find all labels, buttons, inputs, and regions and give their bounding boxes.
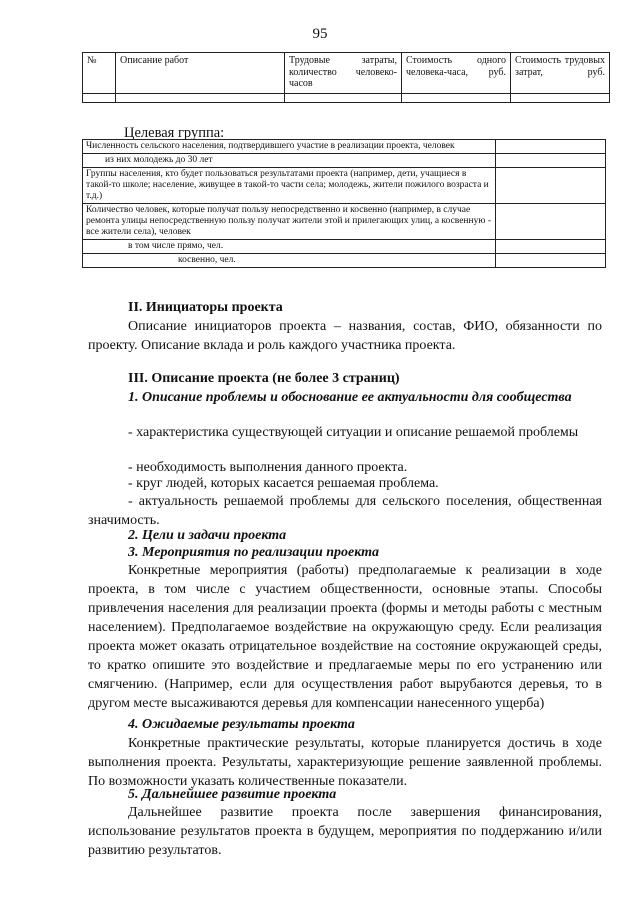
header-number: №	[83, 53, 116, 94]
header-work-description: Описание работ	[116, 53, 285, 94]
bullet-item: - актуальность решаемой проблемы для сельского поселения, общественная значимость.	[88, 494, 602, 528]
target-group-title: Целевая группа:	[124, 125, 225, 141]
subsection1-heading: 1. Описание проблемы и обоснование ее актуальности для сообщества	[128, 390, 572, 405]
subsection3-heading: 3. Мероприятия по реализации проекта	[128, 545, 380, 560]
target-row-label: Количество человек, которые получат пользу непосредственно и косвенно (например, в случае ремонта улицы непосредственную пользу получат жители этой и прилегающих улиц, а косвенную - все жители села), человек	[83, 204, 496, 240]
cost-table	[82, 52, 610, 103]
section3-heading: III. Описание проекта (не более 3 страниц)	[128, 371, 400, 386]
subsection4-heading: 4. Ожидаемые результаты проекта	[128, 717, 355, 732]
header-labor-hours: Трудовые затраты, количество человеко-часов	[285, 53, 402, 94]
table-row	[83, 154, 606, 168]
page-number: 95	[312, 26, 328, 42]
subsection5-heading: 5. Дальнейшее развитие проекта	[128, 787, 337, 802]
bullet-item: - круг людей, которых касается решаемая проблема.	[128, 476, 439, 491]
target-row-label: Группы населения, кто будет пользоваться результатами проекта (например, дети, учащиеся в такой-то школе; население, живущее в такой-то части села; молодежь, жители пожилого возраста и т.д.)	[83, 168, 496, 204]
target-row-label: косвенно, чел.	[83, 254, 496, 268]
table-row	[83, 240, 606, 254]
table-row	[83, 204, 606, 240]
subsection4-text: Конкретные практические результаты, которые планируется достичь в ходе выполнения проекта. Результаты, характеризующие решение заявленной проблемы. По возможности указать количественные показатели.	[88, 736, 602, 789]
header-hour-cost: Стоимость одного человека-часа, руб.	[402, 53, 511, 94]
table-row	[83, 140, 606, 154]
bullet-item: - необходимость выполнения данного проекта.	[128, 460, 408, 475]
cost-table-header-row	[83, 53, 610, 94]
header-labor-cost: Стоимость трудовых затрат, руб.	[511, 53, 610, 94]
target-row-label: из них молодежь до 30 лет	[83, 154, 496, 168]
bullet-item: - характеристика существующей ситуации и описание решаемой проблемы	[128, 425, 579, 440]
section2-text: Описание инициаторов проекта – названия, состав, ФИО, обязанности по проекту. Описание вклада и роль каждого участника проекта.	[88, 319, 602, 353]
subsection2-heading: 2. Цели и задачи проекта	[128, 528, 287, 543]
target-group-table	[82, 139, 606, 268]
target-row-label: Численность сельского населения, подтвердившего участие в реализации проекта, человек	[83, 140, 496, 154]
table-row	[83, 254, 606, 268]
section2-heading: II. Инициаторы проекта	[128, 300, 283, 315]
target-row-label: в том числе прямо, чел.	[83, 240, 496, 254]
subsection5-text: Дальнейшее развитие проекта после завершения финансирования, использование результатов проекта в будущем, мероприятия по поддержанию и/или развитию результатов.	[88, 805, 602, 858]
subsection3-text: Конкретные мероприятия (работы) предполагаемые к реализации в ходе проекта, в том числе с участием общественности, основные этапы. Способы привлечения населения для реализации проекта (формы и методы работы с местным населением). Предполагаемое воздействие на окружающую среду. Если реализация проекта может оказать отрицательное воздействие на состояние окружающей среды, то кратко опишите это воздействие и предлагаемые меры по его устранению или смягчению. (Например, если для осуществления работ вырубаются деревья, то в другом месте высаживаются деревья для компенсации нанесенного ущерба)	[88, 563, 602, 711]
cost-table-empty-row	[83, 94, 610, 103]
table-row	[83, 168, 606, 204]
